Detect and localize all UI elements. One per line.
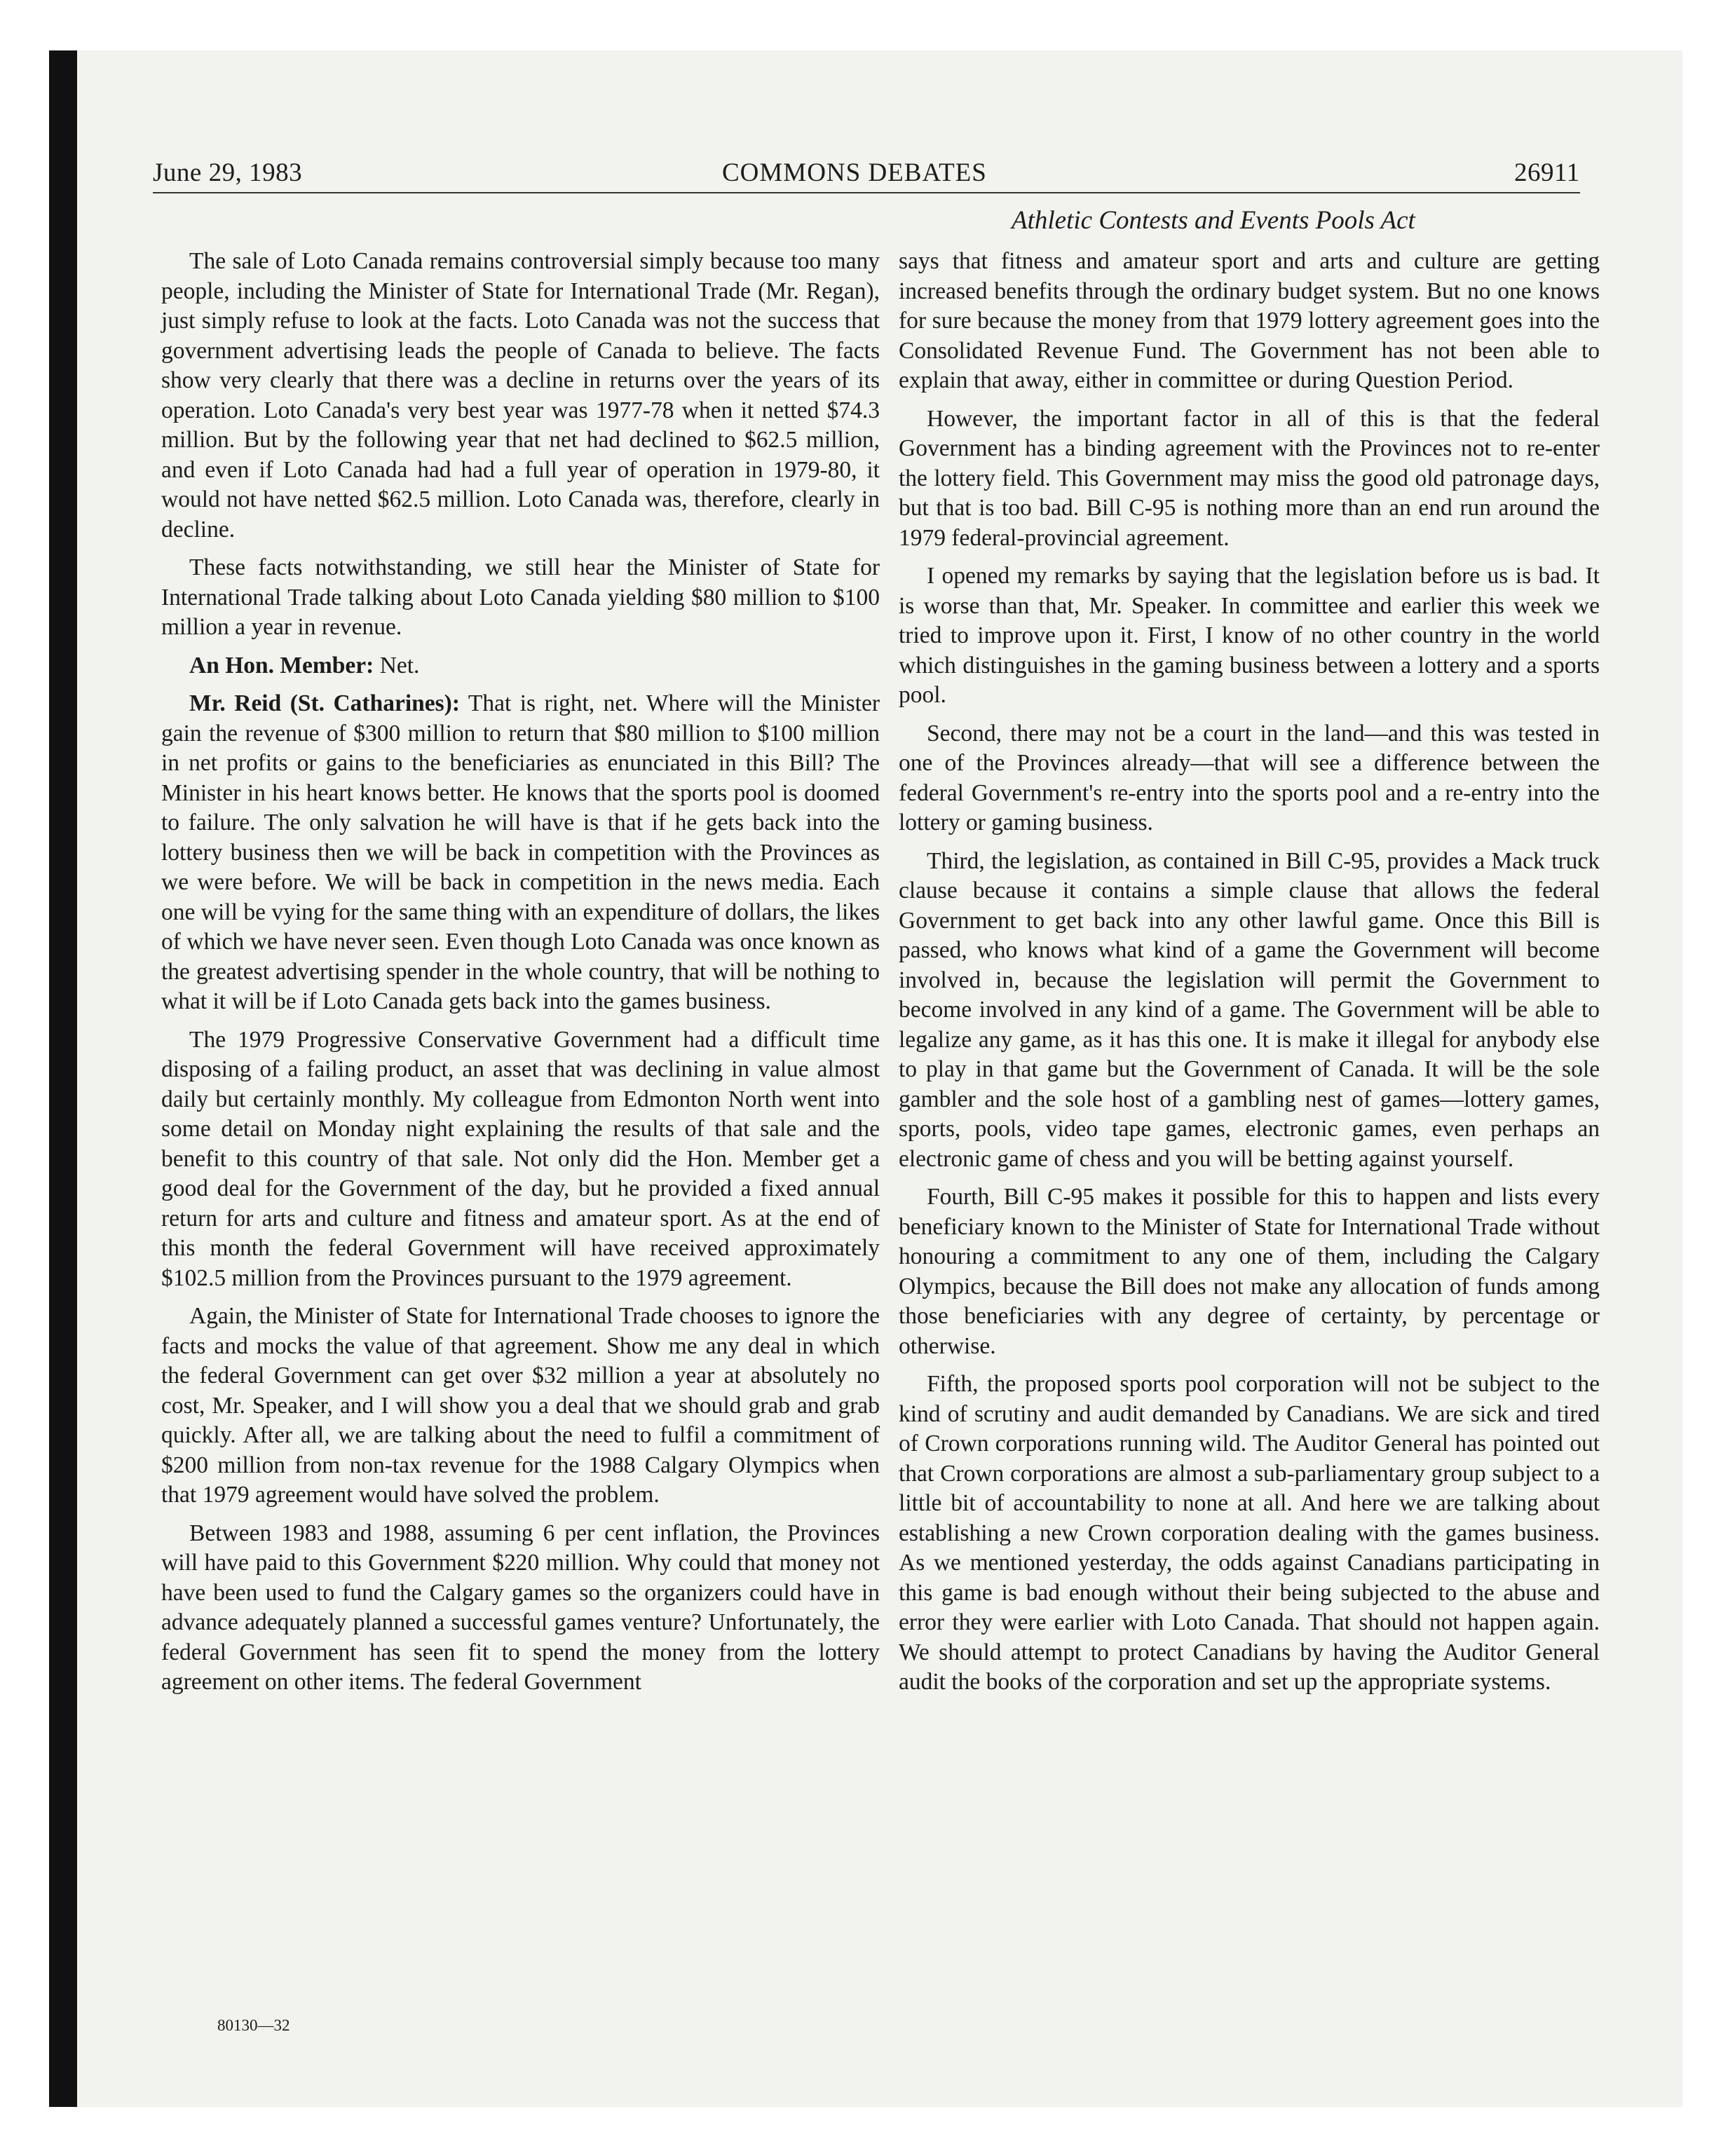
speaker-name: Mr. Reid (St. Catharines):	[189, 690, 460, 716]
paragraph: The 1979 Progressive Conservative Government had a difficult time disposing of a failing product, an asset that was declining in value almost daily but certainly monthly. My colleague from Edmonton North went into some detail on Monday night explaining the results of that sale and the benefit to this country of that sale. Not only did the Hon. Member get a good deal for the Government of the day, but he provided a fixed annual return for arts and culture and fitness and amateur sport. As at the end of this month the federal Government will have received approximately $102.5 million from the Provinces pursuant to the 1979 agreement.	[161, 1026, 880, 1291]
paragraph: Fifth, the proposed sports pool corporation will not be subject to the kind of scrutiny and audit demanded by Canadians. We are sick and tired of Crown corporations running wild. The Auditor General has pointed out that Crown corporations are almost a sub-parliamentary group subject to a little bit of accountability to none at all. And here we are talking about establishing a new Crown corporation dealing with the games business. As we mentioned yesterday, the odds against Canadians participating in this game is bad enough without their being subjected to the abuse and error they were earlier with Loto Canada. That should not happen again. We should attempt to protect Canadians by having the Auditor General audit the books of the corporation and set up the appropriate systems.	[899, 1371, 1600, 1695]
paragraph: These facts notwithstanding, we still hear the Minister of State for International Trade talking about Loto Canada yielding $80 million to $100 million a year in revenue.	[161, 554, 880, 640]
paragraph: Between 1983 and 1988, assuming 6 per cent inflation, the Provinces will have paid to this Government $220 million. Why could that money not have been used to fund the Calgary games so the organizers could have in advance adequately planned a successful games venture? Unfortunately, the federal Government has seen fit to spend the money from the lottery agreement on other items. The federal Government	[161, 1520, 880, 1695]
speech-text: That is right, net. Where will the Minister gain the revenue of $300 million to return that $80 million to $100 million in net profits or gains to the beneficiaries as enunciated in this Bill? The Minister in his heart knows better. He knows that the sports pool is doomed to failure. The only salvation he will have is that if he gets back into the lottery business then we will be back in competition with the Provinces as we were before. We will be back in competition in the news media. Each one will be vying for the same thing with an expenditure of dollars, the likes of which we have never seen. Even though Loto Canada was once known as the greatest advertising spender in the whole country, that will be nothing to what it will be if Loto Canada gets back into the games business.	[161, 690, 880, 1014]
paragraph: I opened my remarks by saying that the legislation before us is bad. It is worse than that, Mr. Speaker. In committee and earlier this week we tried to improve upon it. First, I know of no other country in the world which distinguishes in the gaming business between a lottery and a sports pool.	[899, 563, 1600, 708]
header-title: COMMONS DEBATES	[722, 158, 987, 187]
speaker-name: An Hon. Member:	[189, 652, 374, 678]
paragraph: Fourth, Bill C-95 makes it possible for this to happen and lists every beneficiary known to the Minister of State for International Trade without honouring a commitment to any one of them, including the Calgary Olympics, because the Bill does not make any allocation of funds among those beneficiaries with any degree of certainty, by percentage or otherwise.	[899, 1184, 1600, 1359]
right-column	[899, 247, 1600, 1706]
speech-text: Net.	[374, 652, 420, 678]
footer-code: 80130—32	[217, 2017, 290, 2034]
paragraph: Second, there may not be a court in the land—and this was tested in one of the Provinces already—that will see a difference between the federal Government's re-entry into the sports pool and a re-entry into the lottery or gaming business.	[899, 720, 1600, 835]
section-title: Athletic Contests and Events Pools Act	[1012, 206, 1415, 235]
left-column	[161, 247, 880, 1706]
paragraph: However, the important factor in all of this is that the federal Government has a binding agreement with the Provinces not to re-enter the lottery field. This Government may miss the good old patronage days, but that is too bad. Bill C-95 is nothing more than an end run around the 1979 federal-provincial agreement.	[899, 405, 1600, 551]
header-rule	[153, 192, 1580, 193]
paragraph: Again, the Minister of State for International Trade chooses to ignore the facts and mocks the value of that agreement. Show me any deal in which the federal Government can get over $32 million a year at absolutely no cost, Mr. Speaker, and I will show you a deal that we should grab and grab quickly. After all, we are talking about the need to fulfil a commitment of $200 million from non-tax revenue for the 1988 Calgary Olympics when that 1979 agreement would have solved the problem.	[161, 1303, 880, 1508]
header-date: June 29, 1983	[153, 158, 303, 187]
header-page-number: 26911	[1514, 158, 1580, 187]
paragraph	[161, 651, 880, 681]
paragraph: The sale of Loto Canada remains controversial simply because too many people, including the Minister of State for International Trade (Mr. Regan), just simply refuse to look at the facts. Loto Canada was not the success that government advertising leads the people of Canada to believe. The facts show very clearly that there was a decline in returns over the years of its operation. Loto Canada's very best year was 1977-78 when it netted $74.3 million. But by the following year that net had declined to $62.5 million, and even if Loto Canada had had a full year of operation in 1979-80, it would not have netted $62.5 million. Loto Canada was, therefore, clearly in decline.	[161, 248, 880, 543]
scan-edge	[49, 50, 77, 2107]
paragraph: Third, the legislation, as contained in Bill C-95, provides a Mack truck clause because it contains a simple clause that allows the federal Government to get back into any other lawful game. Once this Bill is passed, who knows what kind of a game the Government will become involved in, because the legislation will permit the Government to become involved in any kind of a game. The Government will be able to legalize any game, as it has this one. It is make it illegal for anybody else to play in that game but the Government of Canada. It will be the sole gambler and the sole host of a gambling nest of games—lottery games, sports, pools, video tape games, electronic games, even perhaps an electronic game of chess and you will be betting against yourself.	[899, 847, 1600, 1172]
paragraph	[161, 689, 880, 1017]
paragraph: says that fitness and amateur sport and arts and culture are getting increased benefits through the ordinary budget system. But no one knows for sure because the money from that 1979 lottery agreement goes into the Consolidated Revenue Fund. The Government has not been able to explain that away, either in committee or during Question Period.	[899, 248, 1600, 393]
